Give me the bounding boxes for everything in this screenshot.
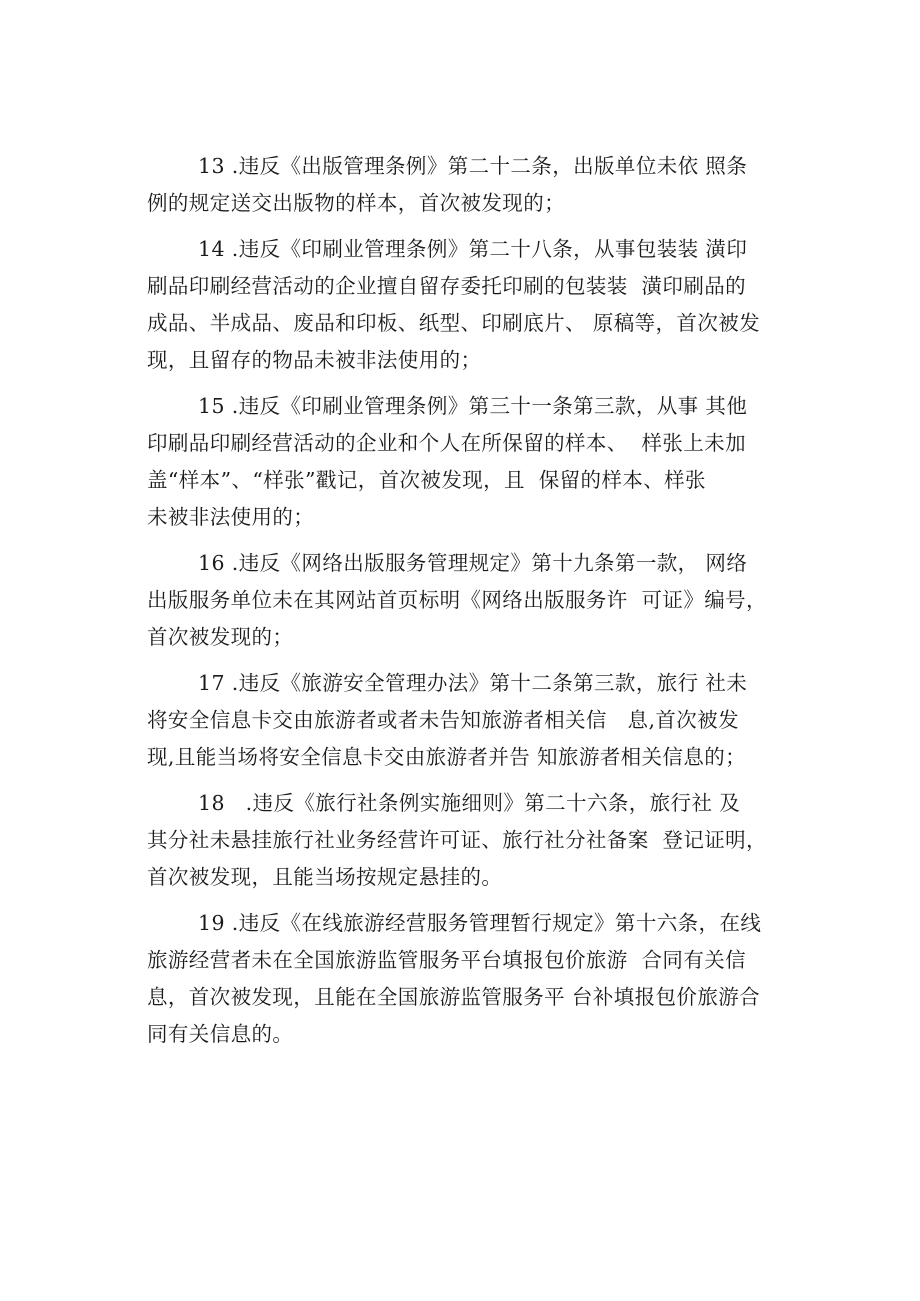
paragraph-line: 现，且留存的物品未被非法使用的；	[147, 348, 482, 372]
paragraph-line: 现,且能当场将安全信息卡交由旅游者并告 知旅游者相关信息的；	[147, 745, 747, 769]
paragraph-line: 首次被发现的；	[147, 625, 294, 649]
paragraph-line: 13 .违反《出版管理条例》第二十二条，出版单位未依 照条	[198, 154, 748, 178]
paragraph-line: 16 .违反《网络出版服务管理规定》第十九条第一款， 网络	[198, 551, 748, 575]
paragraph-line: 将安全信息卡交由旅游者或者未告知旅游者相关信 息,首次被发	[147, 708, 739, 732]
paragraph-line: 15 .违反《印刷业管理条例》第三十一条第三款，从事 其他	[198, 394, 748, 418]
paragraph-line: 成品、半成品、废品和印板、纸型、印刷底片、 原稿等，首次被发	[147, 311, 761, 335]
paragraph-line: 盖“样本”、“样张”戳记，首次被发现，且 保留的样本、样张	[147, 468, 706, 492]
paragraph-line: 18 .违反《旅行社条例实施细则》第二十六条，旅行社 及	[198, 791, 741, 815]
paragraph-line: 刷品印刷经营活动的企业擅自留存委托印刷的包装装 潢印刷品的	[147, 274, 747, 298]
paragraph-line: 息，首次被发现，且能在全国旅游监管服务平 台补填报包价旅游合	[147, 985, 761, 1009]
paragraph-line: 旅游经营者未在全国旅游监管服务平台填报包价旅游 合同有关信	[147, 948, 747, 972]
paragraph-line: 印刷品印刷经营活动的企业和个人在所保留的样本、 样张上未加	[147, 431, 747, 455]
paragraph-line: 同有关信息的。	[147, 1022, 294, 1046]
paragraph-line: 其分社未悬挂旅行社业务经营许可证、旅行社分社备案 登记证明，	[147, 828, 767, 852]
list-item-16	[147, 545, 777, 656]
paragraph-line: 14 .违反《印刷业管理条例》第二十八条，从事包装装 潢印	[198, 237, 748, 261]
list-item-13	[147, 148, 777, 222]
list-item-14	[147, 231, 777, 379]
paragraph-line: 17 .违反《旅游安全管理办法》第十二条第三款，旅行 社未	[198, 671, 748, 695]
list-item-17	[147, 665, 777, 776]
paragraph-line: 例的规定送交出版物的样本，首次被发现的；	[147, 191, 565, 215]
paragraph-line: 未被非法使用的；	[147, 505, 315, 529]
paragraph-line: 首次被发现，且能当场按规定悬挂的。	[147, 865, 503, 889]
list-item-19	[147, 905, 777, 1053]
list-item-18	[147, 785, 777, 896]
paragraph-line: 出版服务单位未在其网站首页标明《网络出版服务许 可证》编号，	[147, 588, 767, 612]
document-body	[147, 148, 777, 1062]
list-item-15	[147, 388, 777, 536]
paragraph-line: 19 .违反《在线旅游经营服务管理暂行规定》第十六条，在线	[198, 911, 762, 935]
